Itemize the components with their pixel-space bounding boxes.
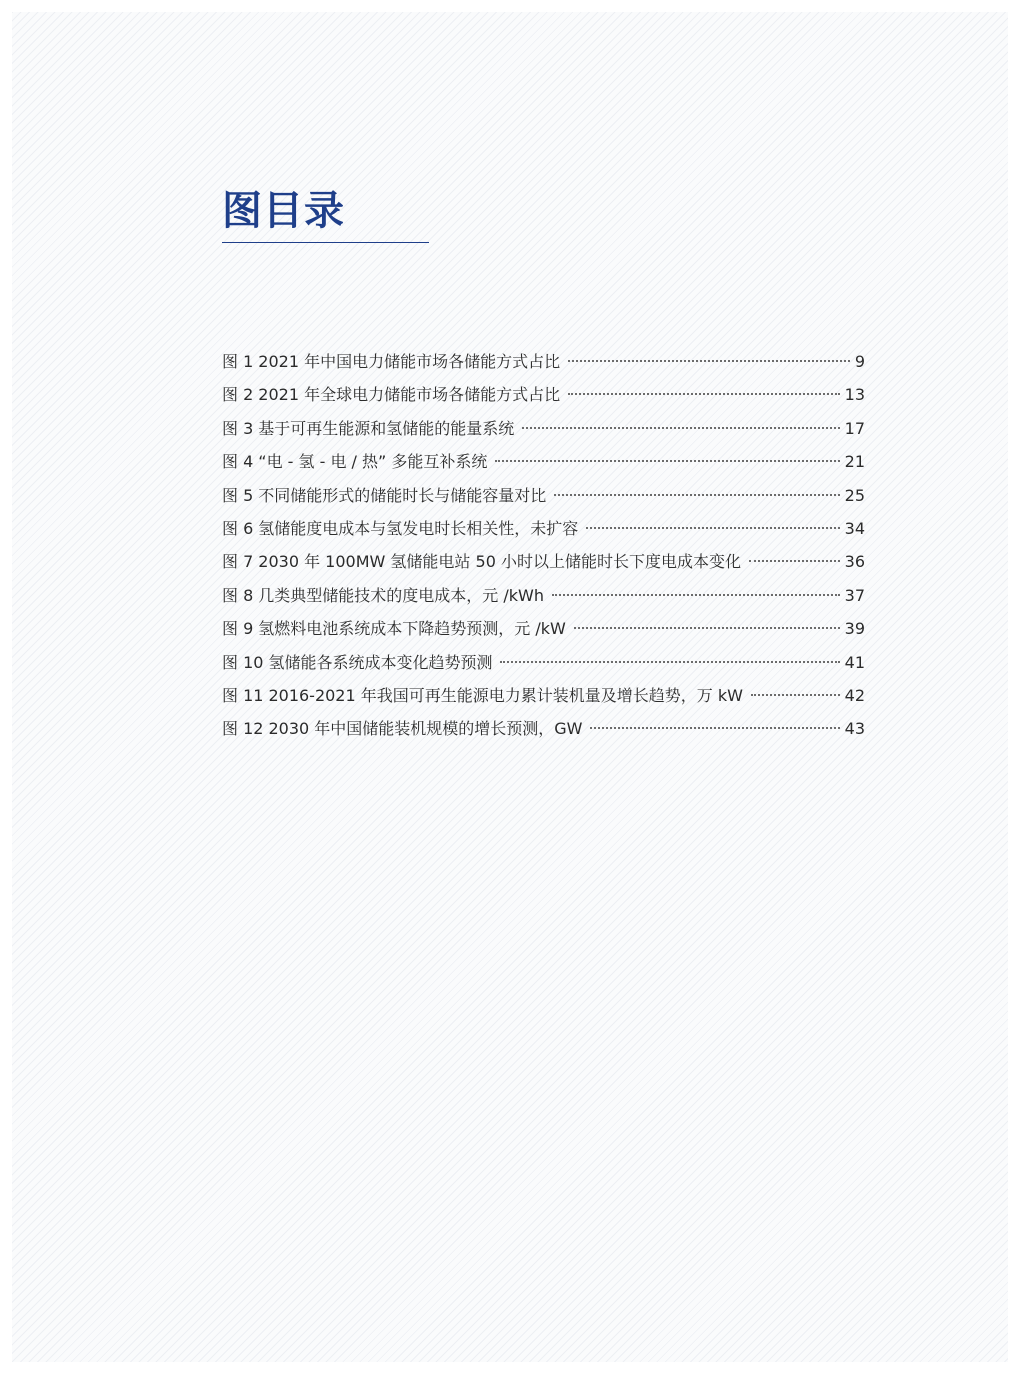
toc-figure-title: 2016-2021 年我国可再生能源电力累计装机量及增长趋势，万 kW bbox=[268, 685, 743, 705]
toc-entry-label bbox=[222, 449, 487, 472]
toc-entry[interactable] bbox=[222, 416, 865, 449]
toc-entry[interactable] bbox=[222, 650, 865, 683]
toc-entry[interactable] bbox=[222, 349, 865, 382]
dot-leader bbox=[552, 594, 840, 596]
toc-entry[interactable] bbox=[222, 683, 865, 716]
toc-figure-number: 图 11 bbox=[222, 685, 264, 705]
toc-figure-number: 图 4 bbox=[222, 452, 254, 472]
toc-figure-number: 图 3 bbox=[222, 418, 254, 438]
dot-leader bbox=[568, 393, 840, 395]
toc-figure-title: 2021 年全球电力储能市场各储能方式占比 bbox=[258, 385, 561, 405]
toc-figure-number: 图 2 bbox=[222, 385, 254, 405]
toc-figure-title: 基于可再生能源和氢储能的能量系统 bbox=[258, 418, 515, 438]
toc-figure-number: 图 1 bbox=[222, 352, 254, 371]
toc-page-number: 34 bbox=[844, 518, 865, 538]
toc-page-number: 9 bbox=[854, 352, 865, 371]
dot-leader bbox=[590, 727, 839, 729]
toc-figure-title: 氢燃料电池系统成本下降趋势预测，元 /kW bbox=[258, 619, 566, 639]
toc-entry[interactable] bbox=[222, 716, 865, 749]
toc-figure-title: “电 - 氢 - 电 / 热” 多能互补系统 bbox=[258, 452, 488, 472]
dot-leader bbox=[749, 560, 840, 562]
toc-figure-title: 几类典型储能技术的度电成本，元 /kWh bbox=[258, 585, 544, 605]
toc-figure-title: 不同储能形式的储能时长与储能容量对比 bbox=[258, 485, 547, 505]
toc-page-number: 25 bbox=[844, 485, 865, 505]
toc-entry[interactable] bbox=[222, 583, 865, 616]
toc-figure-title: 氢储能度电成本与氢发电时长相关性，未扩容 bbox=[258, 518, 579, 538]
toc-entry-label bbox=[222, 549, 741, 572]
toc-page-number: 13 bbox=[844, 385, 865, 405]
dot-leader bbox=[574, 627, 840, 629]
toc-page-number: 21 bbox=[844, 452, 865, 472]
toc-entry-label bbox=[222, 583, 544, 606]
toc-entry-label bbox=[222, 683, 743, 706]
toc-page-number: 43 bbox=[844, 719, 865, 739]
title-underline bbox=[222, 242, 429, 243]
toc-entry[interactable] bbox=[222, 616, 865, 649]
dot-leader bbox=[495, 460, 839, 462]
toc-figure-number: 图 6 bbox=[222, 518, 254, 538]
toc-entry[interactable] bbox=[222, 449, 865, 482]
toc-figure-number: 图 5 bbox=[222, 485, 254, 505]
toc-figure-number: 图 10 bbox=[222, 652, 264, 672]
toc-entry[interactable] bbox=[222, 516, 865, 549]
toc-entry-label bbox=[222, 650, 492, 673]
dot-leader bbox=[554, 494, 839, 496]
toc-page-number: 41 bbox=[844, 652, 865, 672]
toc-entry-label bbox=[222, 483, 546, 506]
toc-entry-label bbox=[222, 349, 560, 372]
toc-page-number: 42 bbox=[844, 685, 865, 705]
dot-leader bbox=[522, 427, 839, 429]
toc-figure-number: 图 12 bbox=[222, 719, 264, 739]
toc-entry-label bbox=[222, 716, 582, 739]
toc-entry[interactable] bbox=[222, 483, 865, 516]
toc-page-number: 17 bbox=[844, 418, 865, 438]
toc-entry-label bbox=[222, 416, 514, 439]
toc-page-number: 37 bbox=[844, 585, 865, 605]
page-title: 图目录 bbox=[222, 188, 345, 234]
toc-entry[interactable] bbox=[222, 549, 865, 582]
toc-figure-title: 2030 年中国储能装机规模的增长预测，GW bbox=[268, 719, 583, 739]
toc-entry-label bbox=[222, 516, 578, 539]
toc-figure-title: 氢储能各系统成本变化趋势预测 bbox=[268, 652, 493, 672]
dot-leader bbox=[751, 694, 840, 696]
toc-page-number: 39 bbox=[844, 619, 865, 639]
dot-leader bbox=[500, 661, 839, 663]
toc-figure-number: 图 9 bbox=[222, 619, 254, 639]
figure-list bbox=[222, 349, 865, 750]
toc-figure-title: 2021 年中国电力储能市场各储能方式占比 bbox=[258, 352, 561, 371]
toc-page-number: 36 bbox=[844, 552, 865, 572]
dot-leader bbox=[586, 527, 839, 529]
toc-entry-label bbox=[222, 616, 566, 639]
toc-entry[interactable] bbox=[222, 382, 865, 415]
toc-entry-label bbox=[222, 382, 560, 405]
dot-leader bbox=[568, 360, 850, 362]
toc-figure-number: 图 8 bbox=[222, 585, 254, 605]
toc-figure-number: 图 7 bbox=[222, 552, 254, 572]
toc-figure-title: 2030 年 100MW 氢储能电站 50 小时以上储能时长下度电成本变化 bbox=[258, 552, 741, 572]
